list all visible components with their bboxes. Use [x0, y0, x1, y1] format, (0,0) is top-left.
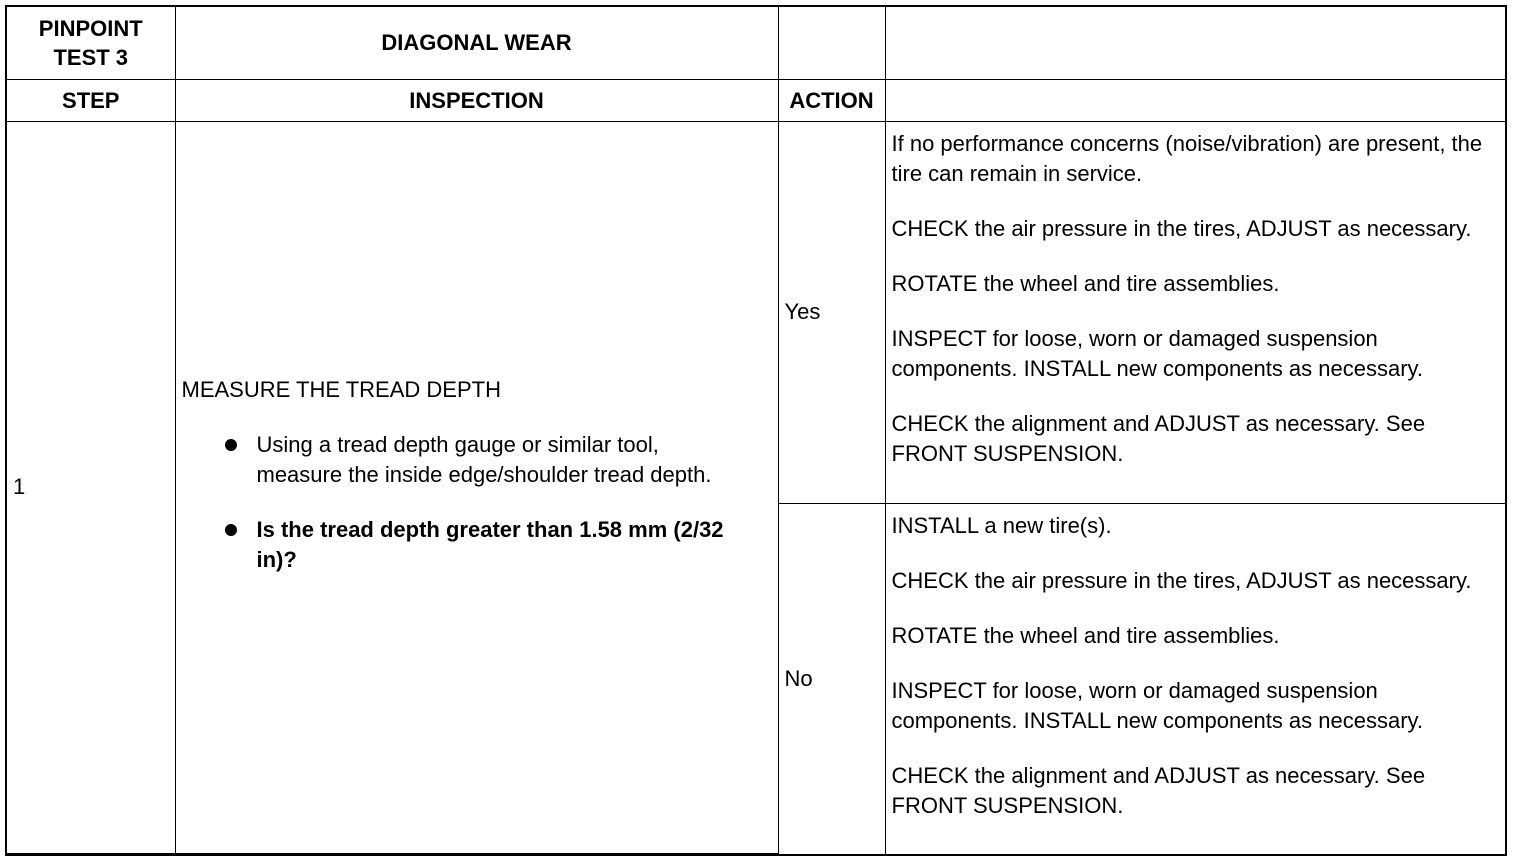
test-id-cell: [7, 7, 175, 79]
no-instruction: INSTALL a new tire(s).: [891, 512, 1112, 538]
inspection-question-item: [182, 515, 738, 575]
yes-instruction: CHECK the alignment and ADJUST as necessary. See FRONT SUSPENSION.: [891, 410, 1426, 466]
inspection-question-text: Is the tread depth greater than 1.58 mm (2/32 in)?: [256, 516, 724, 572]
inspection-title: MEASURE THE TREAD DEPTH: [181, 376, 501, 402]
no-instruction: INSPECT for loose, worn or damaged suspension components. INSTALL new components as necessary.: [891, 677, 1424, 733]
title-row: [7, 7, 1505, 79]
yes-instruction: CHECK the air pressure in the tires, ADJUST as necessary.: [891, 215, 1472, 241]
no-instruction: CHECK the air pressure in the tires, ADJUST as necessary.: [891, 567, 1472, 593]
action-no-instructions: [885, 503, 1505, 854]
column-header-step: STEP: [7, 79, 175, 121]
action-no-label: No: [778, 503, 885, 854]
yes-instruction: If no performance concerns (noise/vibration) are present, the tire can remain in service.: [891, 130, 1483, 186]
pinpoint-test-table-frame: [5, 5, 1507, 856]
inspection-bullet-text: Using a tread depth gauge or similar tool, measure the inside edge/shoulder tread depth.: [256, 431, 712, 487]
action-yes-instructions: [885, 121, 1505, 503]
pinpoint-test-table: [7, 7, 1505, 854]
test-id: PINPOINT TEST 3: [38, 15, 143, 70]
column-header-empty-cell: [885, 79, 1505, 121]
action-yes-label: Yes: [778, 121, 885, 503]
step-number: 1: [7, 121, 175, 854]
step-row-yes: [7, 121, 1505, 503]
test-title-cell: [175, 7, 778, 79]
inspection-cell: [175, 121, 778, 854]
bullet-icon: [225, 524, 237, 536]
bullet-icon: [225, 439, 237, 451]
inspection-bullet-list: [182, 430, 738, 575]
yes-instruction: ROTATE the wheel and tire assemblies.: [891, 270, 1280, 296]
yes-instruction: INSPECT for loose, worn or damaged suspension components. INSTALL new components as necessary.: [891, 325, 1424, 381]
column-header-row: [7, 79, 1505, 121]
inspection-bullet-item: [182, 430, 738, 490]
no-instruction: ROTATE the wheel and tire assemblies.: [891, 622, 1280, 648]
test-title: DIAGONAL WEAR: [381, 30, 572, 56]
column-header-action: ACTION: [778, 79, 885, 121]
title-row-empty-cell-1: [778, 7, 885, 79]
column-header-inspection: INSPECTION: [175, 79, 778, 121]
no-instruction: CHECK the alignment and ADJUST as necessary. See FRONT SUSPENSION.: [891, 762, 1426, 818]
title-row-empty-cell-2: [885, 7, 1505, 79]
